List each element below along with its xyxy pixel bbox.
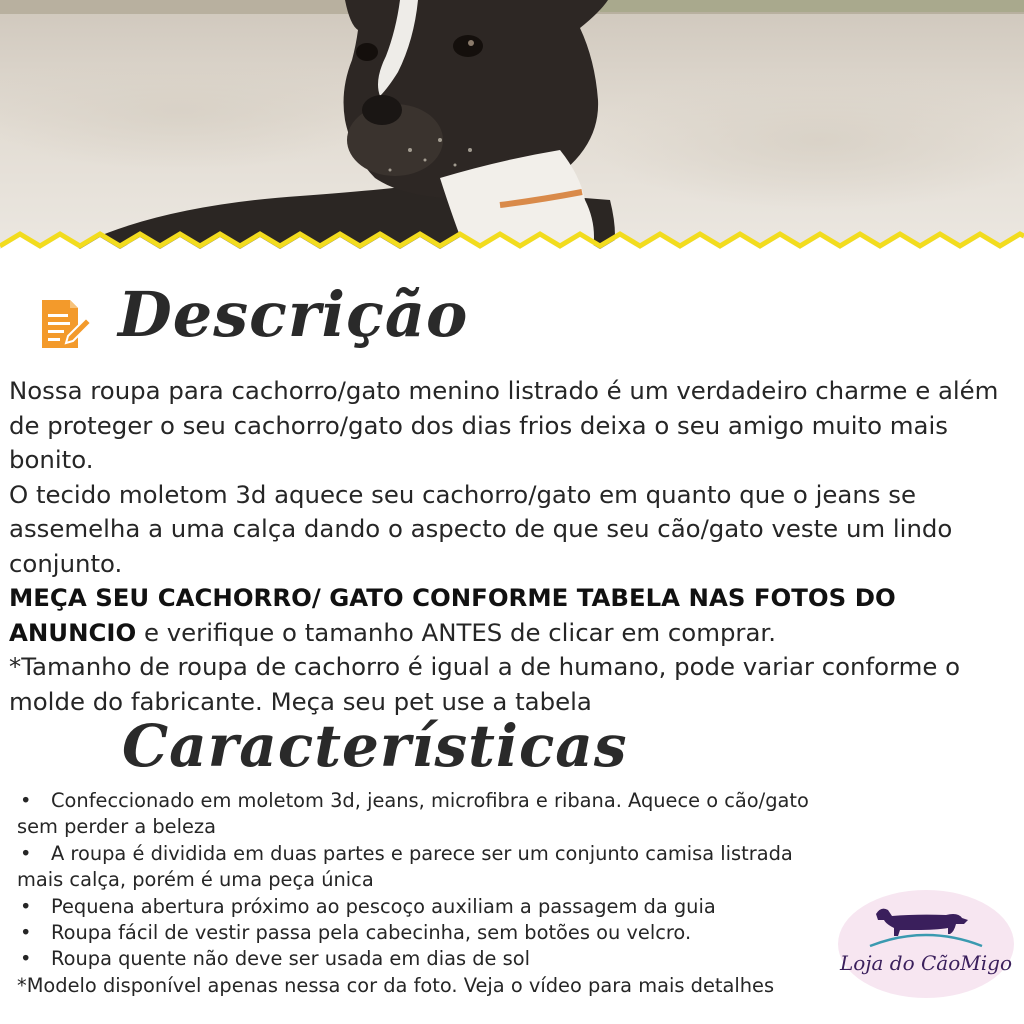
hero-photo	[0, 0, 1024, 262]
features-list	[17, 788, 817, 999]
measure-instruction-rest: e verifique o tamanho ANTES de clicar em comprar.	[136, 617, 776, 647]
size-note: *Tamanho de roupa de cachorro é igual a de humano, pode variar conforme o molde do fabricante. Meça seu pet use a tabela	[9, 652, 961, 716]
features-title: Características	[122, 712, 628, 780]
list-item	[17, 894, 817, 920]
bullet: •	[20, 789, 32, 812]
document-pencil-icon	[38, 296, 94, 352]
description-body	[9, 374, 1017, 719]
description-title: Descrição	[118, 278, 469, 351]
description-paragraph: Nossa roupa para cachorro/gato menino listrado é um verdadeiro charme e além de proteger o seu cachorro/gato dos dias frios deixa o seu amigo muito mais bonito.	[9, 376, 999, 474]
list-item	[17, 788, 817, 841]
list-item	[17, 920, 817, 946]
list-item-text: A roupa é dividida em duas partes e parece ser um conjunto camisa listrada mais calça, porém é uma peça única	[17, 841, 793, 892]
description-paragraph: O tecido moletom 3d aquece seu cachorro/gato em quanto que o jeans se assemelha a uma calça dando o aspecto de que seu cão/gato veste um lindo conjunto.	[9, 479, 953, 578]
bullet: •	[20, 921, 32, 945]
list-item-text: Roupa quente não deve ser usada em dias de sol	[51, 947, 531, 971]
store-logo	[836, 888, 1016, 1000]
list-item	[17, 841, 817, 894]
list-item-text: Pequena abertura próximo ao pescoço auxiliam a passagem da guia	[51, 894, 716, 918]
bullet: •	[20, 841, 32, 865]
list-item-text: Confeccionado em moletom 3d, jeans, microfibra e ribana. Aquece o cão/gato sem perder a beleza	[17, 789, 809, 839]
list-item-text: Roupa fácil de vestir passa pela cabecinha, sem botões ou velcro.	[51, 921, 692, 945]
store-logo-text: Loja do CãoMigo	[840, 951, 1012, 975]
measure-instruction	[9, 581, 1017, 650]
measure-warning: MEÇA SEU CACHORRO/ GATO CONFORME TABELA NAS FOTOS DO ANUNCIO	[9, 583, 896, 647]
bullet: •	[20, 947, 32, 971]
color-note: *Modelo disponível apenas nessa cor da foto. Veja o vídeo para mais detalhes	[17, 973, 775, 997]
dog-photo	[0, 0, 1024, 262]
list-item	[17, 946, 817, 972]
bullet: •	[20, 894, 32, 918]
